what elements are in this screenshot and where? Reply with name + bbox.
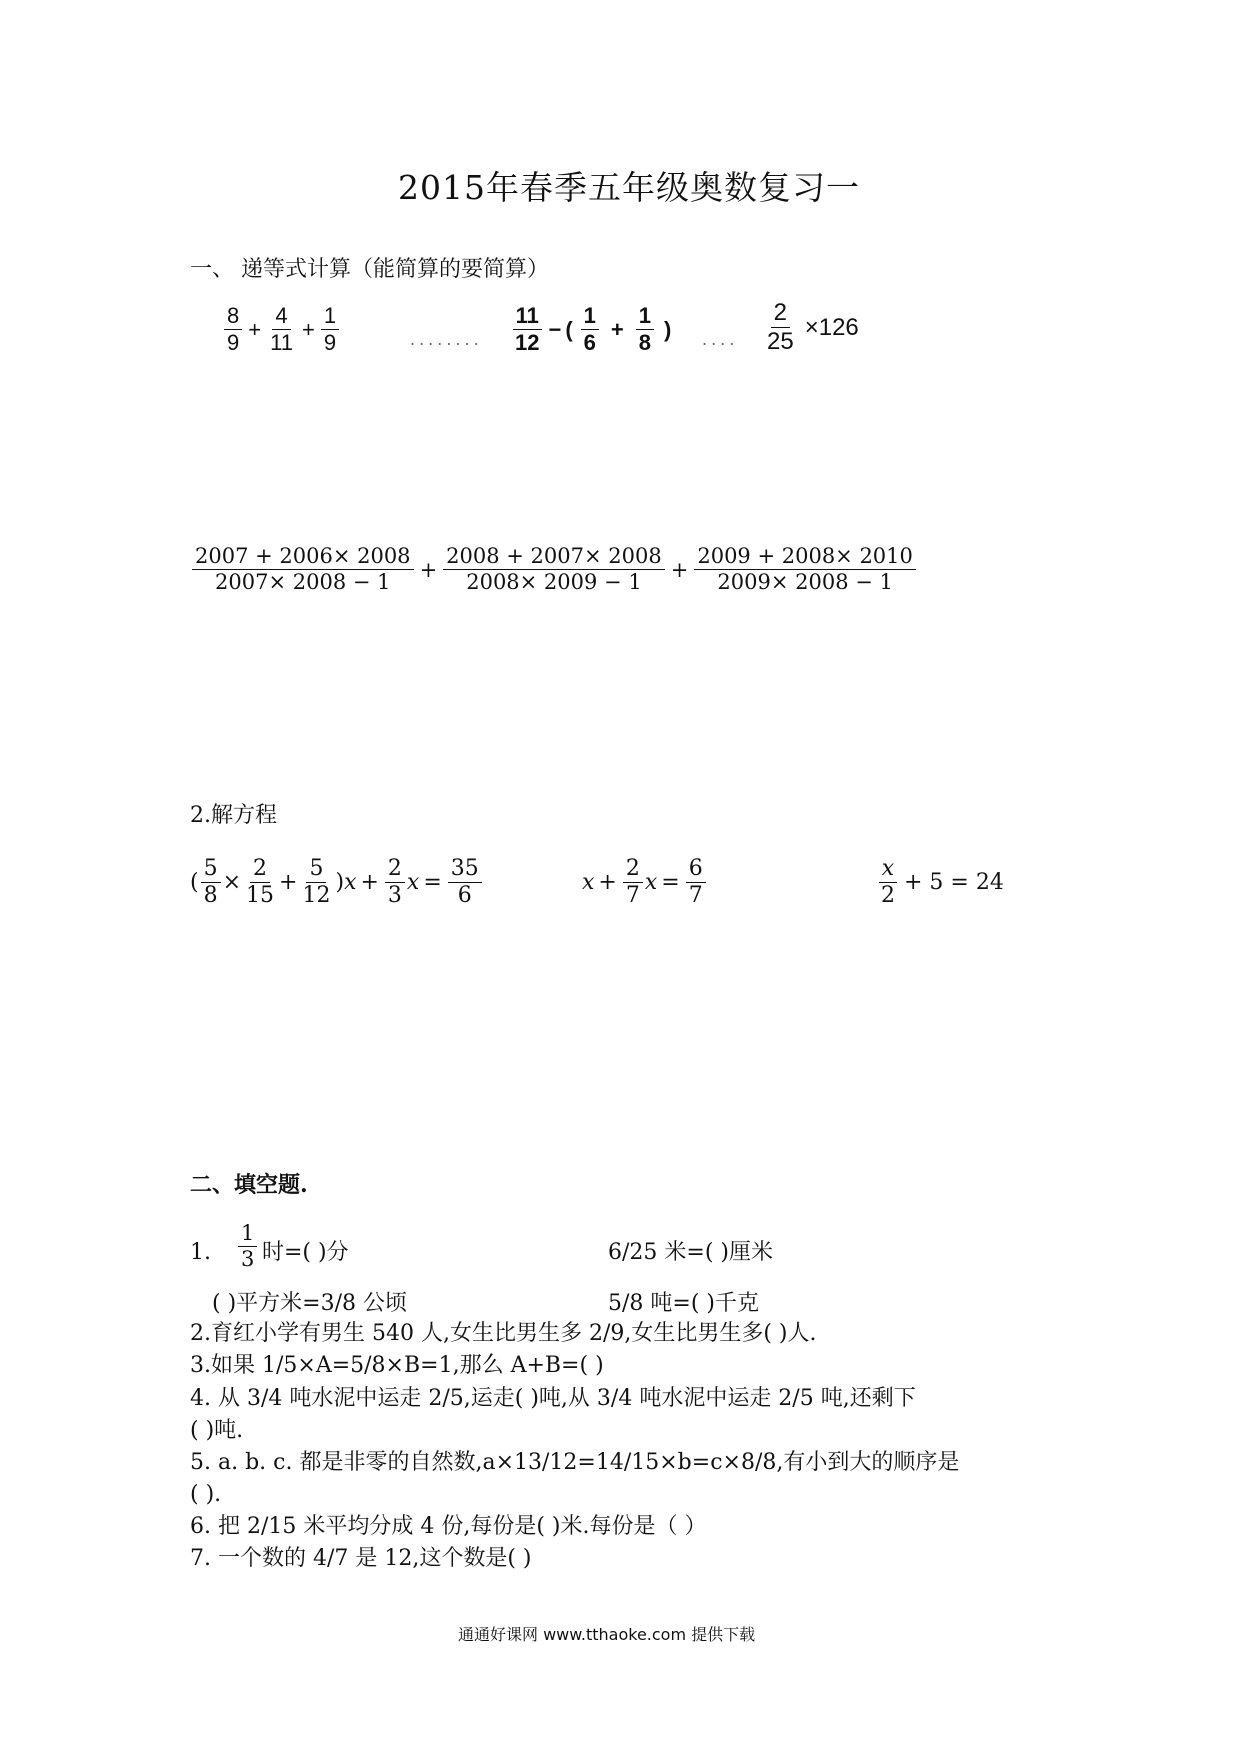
question-5-line-2: ( ). (190, 1482, 222, 1507)
fraction: $\frac{1}{3}$ (238, 1222, 257, 1271)
question-1a: 时=( )分 (262, 1240, 349, 1265)
expression-tail: ×126 (804, 313, 859, 341)
paren: ) (335, 870, 345, 896)
section-2-heading: 2.解方程 (190, 803, 277, 828)
expression-3 (762, 300, 859, 356)
section-3-heading: 二、填空题. (190, 1172, 308, 1198)
question-2: 2.育红小学有男生 540 人,女生比男生多 2/9,女生比男生多( )人. (190, 1321, 817, 1346)
fraction: $\frac{x}{2}$ (878, 857, 898, 908)
fraction: $\frac{2009 + 2008\times 2010}{2009\times 2008 - 1}$ (694, 545, 916, 594)
equation-2 (582, 857, 708, 908)
fraction: $\frac{2}{25}$ (767, 299, 794, 356)
question-5-line-1: 5. a. b. c. 都是非零的自然数,a×13/12=14/15×b=c×8/8,有小到大的顺序是 (190, 1450, 960, 1475)
question-1-prefix: 1. (190, 1240, 211, 1265)
fraction: $\frac{2007 + 2006\times 2008}{2007\times 2008 - 1}$ (192, 545, 414, 594)
page-title: 2015年春季五年级奥数复习一 (398, 168, 860, 207)
fraction: $\frac{4}{11}$ (270, 303, 293, 356)
fraction: $\frac{1}{6}$ (581, 304, 599, 355)
dot-leader: .... (702, 330, 739, 349)
fraction: $\frac{2008 + 2007\times 2008}{2008\times 2009 - 1}$ (443, 545, 665, 594)
expression-1 (222, 304, 341, 355)
question-3: 3.如果 1/5×A=5/8×B=1,那么 A+B=( ) (190, 1353, 604, 1378)
expression-tail: + 5 = 24 (904, 870, 1004, 896)
fraction: $\frac{35}{6}$ (448, 857, 482, 908)
variable: x (644, 870, 658, 896)
operator: + (301, 316, 315, 342)
question-4-line-1: 4. 从 3/4 吨水泥中运走 2/5,运走( )吨,从 3/4 吨水泥中运走 2/5 吨,还剩下 (190, 1386, 916, 1411)
fraction: $\frac{11}{12}$ (512, 304, 542, 355)
expression-4 (190, 545, 918, 594)
operator: + (419, 557, 438, 582)
fraction: $\frac{1}{8}$ (636, 304, 654, 355)
fraction: $\frac{2}{3}$ (385, 857, 405, 908)
equals: = (661, 870, 680, 896)
paren: ( (190, 870, 199, 896)
operator: + (248, 316, 262, 342)
operator: × (222, 870, 242, 896)
fraction: $\frac{2}{15}$ (246, 856, 275, 909)
fraction: $\frac{2}{7}$ (623, 857, 643, 908)
fraction: $\frac{5}{8}$ (201, 857, 221, 908)
question-4-line-2: ( )吨. (190, 1418, 244, 1443)
question-1d: 5/8 吨=( )千克 (608, 1291, 759, 1316)
operator: + (610, 316, 624, 342)
operator: + (598, 870, 617, 896)
variable: x (582, 870, 595, 896)
question-1-fraction (236, 1222, 259, 1271)
dot-leader: ........ (410, 330, 483, 349)
operator: + (670, 557, 689, 582)
question-1b: 6/25 米=( )厘米 (608, 1240, 773, 1265)
question-1c: ( )平方米=3/8 公顷 (212, 1291, 407, 1316)
operator: − (548, 316, 562, 342)
paren: ( (565, 316, 573, 342)
paren: ) (664, 316, 672, 342)
fraction: $\frac{8}{9}$ (224, 304, 242, 355)
variable: x (344, 870, 357, 896)
footer-credit: 通通好课网 www.tthaoke.com 提供下载 (458, 1625, 756, 1644)
fraction: $\frac{5}{12}$ (302, 856, 331, 909)
question-7: 7. 一个数的 4/7 是 12,这个数是( ) (190, 1546, 532, 1571)
expression-2 (510, 304, 671, 355)
equation-1 (190, 857, 484, 908)
variable: x (406, 870, 420, 896)
section-1-heading: 一、 递等式计算（能简算的要简算） (190, 257, 549, 282)
equals: = (423, 870, 442, 896)
fraction: $\frac{6}{7}$ (686, 857, 706, 908)
fraction: $\frac{1}{9}$ (321, 304, 339, 355)
question-6: 6. 把 2/15 米平均分成 4 份,每份是( )米.每份是（ ） (190, 1514, 707, 1539)
operator: + (360, 870, 379, 896)
operator: + (279, 870, 298, 896)
equation-3 (876, 857, 1004, 908)
